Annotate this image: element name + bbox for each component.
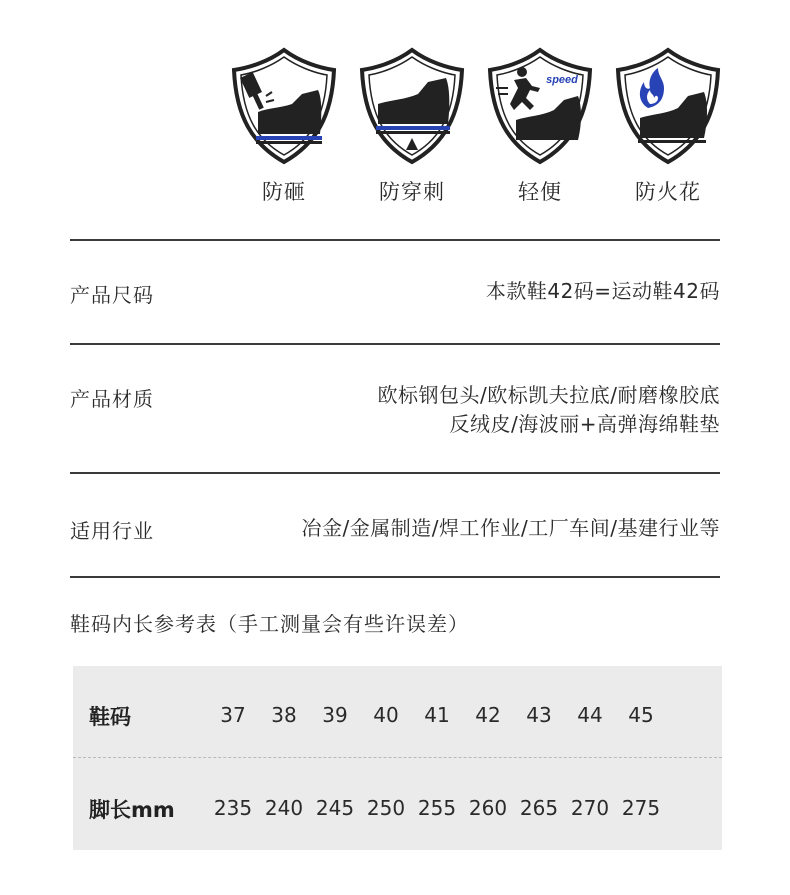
material-value-line2: 反绒皮/海波丽+高弹海绵鞋垫 [449, 412, 720, 436]
anti-smash-shield-icon [228, 46, 340, 166]
feature-anti-smash [228, 46, 340, 206]
lightweight-shield-icon [484, 46, 596, 166]
size-value: 本款鞋42码=运动鞋42码 [485, 279, 720, 303]
anti-spark-shield-icon [612, 46, 724, 166]
size-cell: 45 [628, 703, 654, 727]
length-cell: 255 [417, 796, 457, 820]
length-cell: 245 [315, 796, 355, 820]
foot-length-row [73, 786, 722, 832]
size-cell: 43 [526, 703, 552, 727]
size-cell: 44 [577, 703, 603, 727]
industry-label: 适用行业 [70, 519, 154, 543]
material-label: 产品材质 [70, 387, 154, 411]
feature-anti-spark [612, 46, 724, 206]
length-cell: 265 [519, 796, 559, 820]
anti-puncture-shield-icon [356, 46, 468, 166]
size-chart-table [73, 666, 722, 850]
length-cell: 260 [468, 796, 508, 820]
feature-label: 防砸 [262, 180, 306, 204]
size-row-header: 鞋码 [89, 705, 131, 729]
length-cell: 235 [213, 796, 253, 820]
size-cell: 40 [373, 703, 399, 727]
feature-anti-puncture [356, 46, 468, 206]
divider [70, 343, 720, 345]
size-cell: 38 [271, 703, 297, 727]
feature-label: 轻便 [518, 180, 562, 204]
size-cell: 42 [475, 703, 501, 727]
feature-label: 防火花 [635, 180, 701, 204]
size-row [73, 693, 722, 739]
length-cell: 250 [366, 796, 406, 820]
length-cell: 240 [264, 796, 304, 820]
size-chart-title: 鞋码内长参考表（手工测量会有些许误差） [70, 612, 469, 636]
industry-value: 冶金/金属制造/焊工作业/工厂车间/基建行业等 [301, 516, 720, 540]
length-cell: 275 [621, 796, 661, 820]
feature-icons [228, 46, 728, 206]
speed-badge: speed [546, 74, 578, 86]
length-cell: 270 [570, 796, 610, 820]
divider [70, 472, 720, 474]
size-cell: 41 [424, 703, 450, 727]
size-cell: 39 [322, 703, 348, 727]
feature-label: 防穿刺 [379, 180, 445, 204]
feature-lightweight [484, 46, 596, 206]
foot-length-row-header: 脚长mm [89, 798, 175, 822]
divider [70, 576, 720, 578]
size-label: 产品尺码 [70, 283, 154, 307]
size-cell: 37 [220, 703, 246, 727]
divider [70, 239, 720, 241]
table-divider [73, 757, 722, 758]
material-value-line1: 欧标钢包头/欧标凯夫拉底/耐磨橡胶底 [377, 383, 720, 407]
